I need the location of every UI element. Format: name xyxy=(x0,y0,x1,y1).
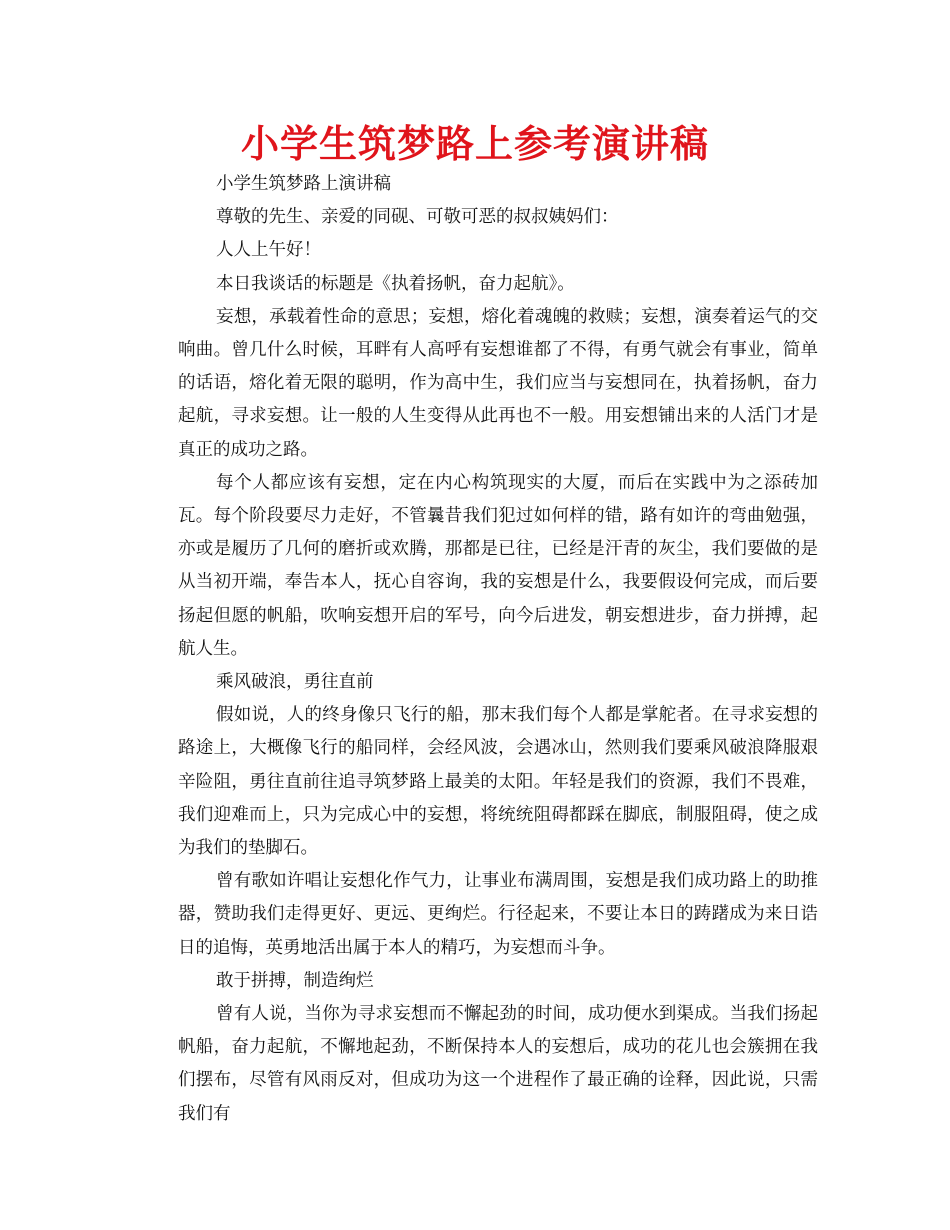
paragraph: 每个人都应该有妄想，定在内心构筑现实的大厦，而后在实践中为之添砖加瓦。每个阶段要尽力走好，不管曩昔我们犯过如何样的错，路有如许的弯曲勉强，亦或是履历了几何的磨折或欢腾，那都是已往，已经是汗青的灰尘，我们要做的是从当初开端，奉告本人，抚心自容询，我的妄想是什么，我要假设何完成，而后要扬起但愿的帆船，吹响妄想开启的军号，向今后进发，朝妄想进步，奋力拼搏，起航人生。 xyxy=(178,472,818,659)
greeting: 人人上午好！ xyxy=(216,240,321,261)
paragraph: 曾有人说，当你为寻求妄想而不懈起劲的时间，成功便水到渠成。当我们扬起帆船，奋力起航，不懈地起劲，不断保持本人的妄想后，成功的花儿也会簇拥在我们摆布，尽管有风雨反对，但成功为这一个进程作了最正确的诠释，因此说，只需我们有 xyxy=(178,1004,818,1124)
document-title: 小学生筑梦路上参考演讲稿 xyxy=(240,122,709,166)
paragraph: 假如说，人的终身像只飞行的船，那末我们每个人都是掌舵者。在寻求妄想的路途上，大概像飞行的船同样，会经风波，会遇冰山，然则我们要乘风破浪降服艰辛险阻，勇往直前往追寻筑梦路上最美的太阳。年轻是我们的资源，我们不畏难，我们迎难而上，只为完成心中的妄想，将统统阻碍都踩在脚底，制服阻碍，使之成为我们的垫脚石。 xyxy=(178,705,818,859)
document-body xyxy=(178,168,818,1131)
speech-subtitle: 小学生筑梦路上演讲稿 xyxy=(216,174,391,194)
section-heading: 敢于拼搏，制造绚烂 xyxy=(216,970,374,991)
paragraph: 妄想，承载着性命的意思；妄想，熔化着魂魄的救赎；妄想，演奏着运气的交响曲。曾几什么时候，耳畔有人高呼有妄想谁都了不得，有勇气就会有事业，简单的话语，熔化着无限的聪明，作为高中生，我们应当与妄想同在，执着扬帆，奋力起航，寻求妄想。让一般的人生变得从此再也不一般。用妄想铺出来的人活门才是真正的成功之路。 xyxy=(178,306,818,460)
section-heading: 乘风破浪，勇往直前 xyxy=(216,672,374,693)
salutation: 尊敬的先生、亲爱的同砚、可敬可恶的叔叔姨妈们： xyxy=(216,207,619,228)
speech-topic: 本日我谈话的标题是《执着扬帆，奋力起航》。 xyxy=(216,273,575,294)
paragraph: 曾有歌如许唱让妄想化作气力，让事业布满周围，妄想是我们成功路上的助推器，赞助我们走得更好、更远、更绚烂。行径起来，不要让本日的踌躇成为来日诰日的追悔，英勇地活出属于本人的精巧，为妄想而斗争。 xyxy=(178,871,818,958)
